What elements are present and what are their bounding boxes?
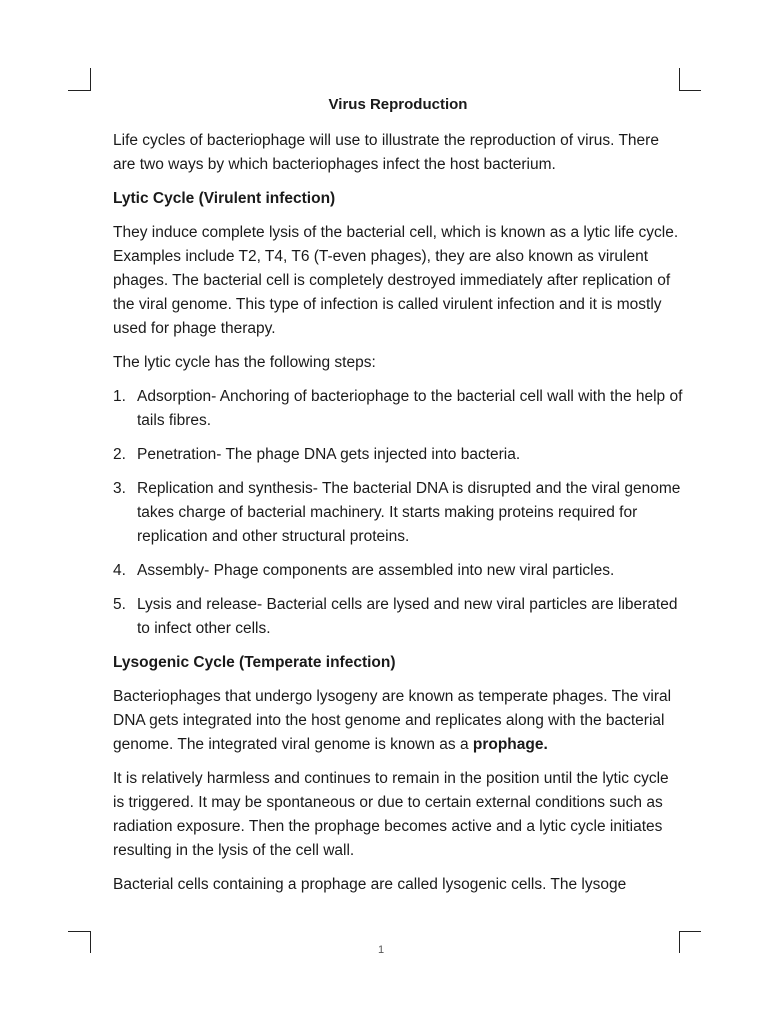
- intro-paragraph: Life cycles of bacteriophage will use to illustrate the reproduction of virus. There are two ways by which bacteriophages infect the host bacterium.: [113, 132, 659, 173]
- crop-mark-bottom-left-horizontal: [68, 931, 91, 932]
- crop-mark-top-left-horizontal: [68, 90, 91, 91]
- document-title: Virus Reproduction: [328, 96, 468, 113]
- crop-mark-bottom-right-horizontal: [679, 931, 701, 932]
- document-page: [113, 94, 683, 907]
- list-item-text: Adsorption- Anchoring of bacteriophage to the bacterial cell wall with the help of tails fibres.: [137, 388, 683, 429]
- list-item-text: Assembly- Phage components are assembled into new viral particles.: [137, 562, 615, 579]
- list-item-number: 3.: [113, 480, 126, 497]
- crop-mark-top-right-horizontal: [679, 90, 701, 91]
- list-item: [113, 385, 683, 433]
- lytic-heading: Lytic Cycle (Virulent infection): [113, 190, 336, 207]
- list-item-text: Lysis and release- Bacterial cells are lysed and new viral particles are liberated to infect other cells.: [137, 596, 678, 637]
- list-item-text: Penetration- The phage DNA gets injected into bacteria.: [137, 446, 521, 463]
- list-item-number: 4.: [113, 562, 126, 579]
- list-item-number: 2.: [113, 446, 126, 463]
- lytic-paragraph: They induce complete lysis of the bacterial cell, which is known as a lytic life cycle. Examples include T2, T4, T6 (T-even phages), they are also known as virulent phages. The bacterial cell is completely destroyed immediately after replication of the viral genome. This type of infection is called virulent infection and it is mostly used for phage therapy.: [113, 224, 679, 337]
- crop-mark-bottom-left-vertical: [90, 931, 91, 953]
- list-item: [113, 477, 683, 549]
- lytic-steps-intro: The lytic cycle has the following steps:: [113, 354, 376, 371]
- page-number: 1: [378, 944, 385, 956]
- lysogenic-paragraph-1: [113, 685, 683, 757]
- prophage-term: prophage.: [472, 736, 548, 753]
- list-item-number: 5.: [113, 596, 126, 613]
- list-item: [113, 593, 683, 641]
- lysogenic-heading: Lysogenic Cycle (Temperate infection): [113, 654, 396, 671]
- lytic-steps-list: [113, 385, 683, 641]
- crop-mark-top-right-vertical: [679, 68, 680, 90]
- lysogenic-paragraph-2: It is relatively harmless and continues to remain in the position until the lytic cycle is triggered. It may be spontaneous or due to certain external conditions such as radiation exposure. Then the prophage becomes active and a lytic cycle initiates resulting in the lysis of the cell wall.: [113, 770, 669, 859]
- list-item-number: 1.: [113, 388, 126, 405]
- crop-mark-bottom-right-vertical: [679, 931, 680, 953]
- lysogenic-paragraph-3: Bacterial cells containing a prophage are called lysogenic cells. The lysoge: [113, 876, 627, 893]
- crop-mark-top-left-vertical: [90, 68, 91, 90]
- lysogenic-paragraph-1-text: Bacteriophages that undergo lysogeny are known as temperate phages. The viral DNA gets integrated into the host genome and replicates along with the bacterial genome. The integrated viral genome is known as a: [113, 688, 672, 753]
- list-item: [113, 559, 683, 583]
- list-item: [113, 443, 683, 467]
- list-item-text: Replication and synthesis- The bacterial DNA is disrupted and the viral genome takes charge of bacterial machinery. It starts making proteins required for replication and other structural proteins.: [137, 480, 681, 545]
